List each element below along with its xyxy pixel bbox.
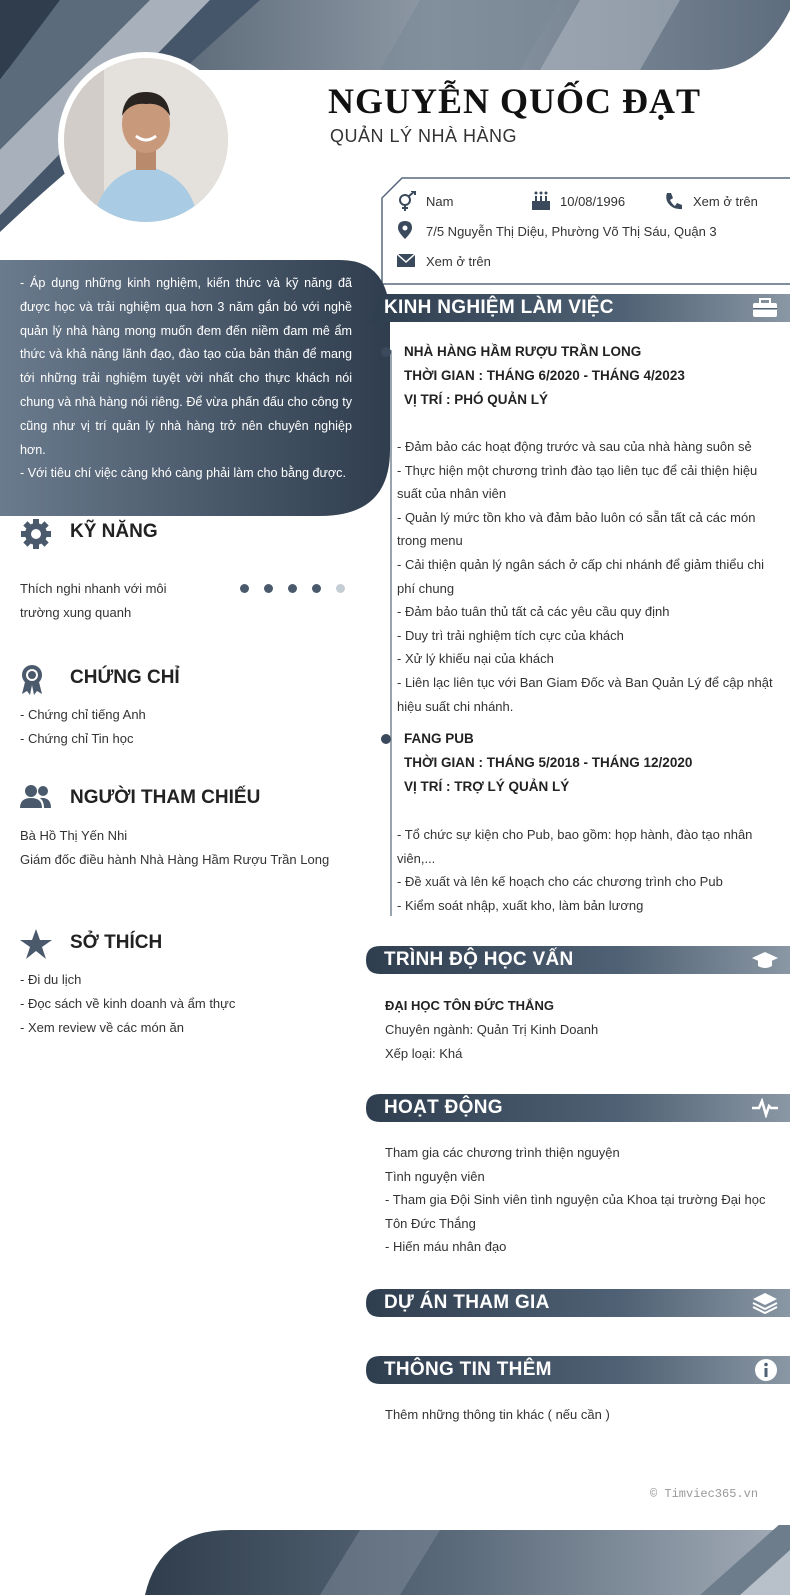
briefcase-icon	[752, 298, 778, 318]
job-duties	[397, 823, 790, 917]
duty-line: - Đảm bảo tuân thủ tất cả các yêu cầu quy định	[397, 604, 670, 620]
job-time: THỜI GIAN : THÁNG 5/2018 - THÁNG 12/2020	[404, 755, 693, 770]
education-entry	[385, 994, 598, 1065]
hobbies-title: SỞ THÍCH	[70, 932, 163, 953]
experience-title: KINH NGHIỆM LÀM VIỆC	[384, 297, 614, 318]
skill-name: Thích nghi nhanh với môi trường xung quanh	[20, 581, 167, 620]
duty-line: - Kiểm soát nhập, xuất kho, làm bản lương	[397, 897, 644, 913]
reference-position: Giám đốc điều hành Nhà Hàng Hầm Rượu Trần Long	[20, 852, 330, 867]
list-item: - Chứng chỉ tiếng Anh	[20, 707, 146, 722]
extra-info-title: THÔNG TIN THÊM	[384, 1359, 552, 1380]
duty-line: trong menu	[397, 533, 463, 549]
reference-name: Bà Hồ Thị Yến Nhi	[20, 828, 128, 843]
birthday-value: 10/08/1996	[560, 193, 626, 209]
rank: Xếp loại: Khá	[385, 1045, 463, 1061]
duty-line: - Quản lý mức tồn kho và đảm bảo luôn có sẵn tất cả các món	[397, 509, 756, 525]
layers-icon	[752, 1292, 778, 1314]
duty-line: - Thực hiện một chương trình đào tạo liên tục để cải thiện hiệu	[397, 462, 758, 478]
job-entry	[404, 340, 685, 412]
location-pin-icon	[396, 221, 418, 241]
envelope-icon	[396, 251, 418, 271]
rating-dot-filled	[288, 584, 297, 593]
rating-dot-filled	[240, 584, 249, 593]
award-ribbon-icon	[20, 664, 44, 696]
summary-paragraph: - Áp dụng những kinh nghiệm, kiến thức và kỹ năng đã được học và trải nghiệm qua hơn 3 năm gắn bó với nghề quản lý nhà hàng mong muốn đem đến niềm đam mê ẩm thức và khả năng lãnh đạo, đào tạo của bản thân để mang tới những trải nghiệm tuyệt vời nhất cho thực khách nói chung và nhà hàng nói riêng. Để vừa phấn đấu cho công ty cũng như vị trí quản lý nhà hàng trở nên chuyên nghiệp hơn.	[20, 276, 352, 457]
timeline-line	[390, 350, 392, 916]
address-value: 7/5 Nguyễn Thị Diệu, Phường Võ Thị Sáu, Quận 3	[426, 223, 717, 239]
duty-line: - Xử lý khiếu nại của khách	[397, 651, 554, 667]
references-title: NGƯỜI THAM CHIẾU	[70, 787, 261, 808]
phone-value: Xem ở trên	[693, 193, 758, 209]
activity-line: Tôn Đức Thắng	[385, 1215, 476, 1231]
job-title: QUẢN LÝ NHÀ HÀNG	[330, 126, 518, 146]
projects-title: DỰ ÁN THAM GIA	[384, 1292, 550, 1313]
major: Chuyên ngành: Quản Trị Kinh Doanh	[385, 1022, 599, 1037]
duty-line: viên,...	[397, 850, 436, 866]
activity-line: - Hiến máu nhân đạo	[385, 1239, 507, 1255]
list-item: - Xem review về các món ăn	[20, 1020, 185, 1035]
duty-line: hiệu suất chi nhánh.	[397, 698, 514, 714]
people-icon	[20, 784, 52, 810]
education-header	[366, 946, 790, 974]
rating-dot-empty	[336, 584, 345, 593]
job-position: VỊ TRÍ : TRỢ LÝ QUẢN LÝ	[404, 779, 570, 794]
references-list	[20, 824, 329, 872]
job-position: VỊ TRÍ : PHÓ QUẢN LÝ	[404, 392, 549, 407]
activities-list	[385, 1141, 790, 1259]
summary-paragraph: - Với tiêu chí việc càng khó càng phải làm cho bằng được.	[20, 466, 346, 481]
birthday-row	[530, 191, 625, 211]
hobbies-list	[20, 968, 235, 1040]
rating-dot-filled	[312, 584, 321, 593]
graduation-cap-icon	[752, 950, 778, 970]
experience-header	[370, 294, 790, 322]
duty-line: - Đề xuất và lên kế hoạch cho các chương trình cho Pub	[397, 874, 723, 890]
footer-background	[0, 1525, 790, 1595]
duty-line: - Liên lạc liên tục với Ban Giam Đốc và Ban Quản Lý để cập nhật	[397, 674, 773, 690]
job-entry	[404, 727, 692, 799]
rating-dot-filled	[264, 584, 273, 593]
duty-line: suất của nhân viên	[397, 486, 507, 502]
list-item: - Chứng chỉ Tin học	[20, 731, 134, 746]
duty-line: - Cải thiện quản lý ngân sách ở cấp chi nhánh để giảm thiểu chi	[397, 556, 764, 572]
duty-line: - Duy trì trải nghiệm tích cực của khách	[397, 627, 624, 643]
avatar	[58, 52, 234, 228]
duty-line: - Tổ chức sự kiện cho Pub, bao gồm: họp hành, đào tạo nhân	[397, 827, 753, 842]
timeline-dot	[381, 734, 391, 744]
candidate-name: NGUYỄN QUỐC ĐẠT	[328, 81, 702, 121]
gender-icon	[396, 191, 418, 211]
star-icon	[20, 929, 52, 959]
gender-value: Nam	[426, 193, 454, 209]
projects-header	[366, 1289, 790, 1317]
address-row	[396, 221, 717, 241]
person-photo-icon	[64, 58, 228, 222]
info-icon	[754, 1358, 778, 1382]
activities-header	[366, 1094, 790, 1122]
job-duties	[397, 435, 790, 718]
birthday-cake-icon	[530, 191, 552, 211]
heartbeat-icon	[752, 1098, 778, 1118]
school-name: ĐẠI HỌC TÔN ĐỨC THẮNG	[385, 998, 554, 1013]
skill-rating	[225, 580, 345, 598]
activities-title: HOẠT ĐỘNG	[384, 1097, 503, 1118]
gear-icon	[20, 518, 52, 550]
email-row	[396, 251, 491, 271]
skills-title: KỸ NĂNG	[70, 521, 158, 542]
job-time: THỜI GIAN : THÁNG 6/2020 - THÁNG 4/2023	[404, 368, 685, 383]
education-title: TRÌNH ĐỘ HỌC VẤN	[384, 949, 574, 970]
company-name: FANG PUB	[404, 731, 474, 746]
activity-line: Tham gia các chương trình thiện nguyện	[385, 1145, 620, 1160]
career-objective	[20, 272, 352, 486]
email-value: Xem ở trên	[426, 253, 491, 269]
duty-line: phí chung	[397, 580, 455, 596]
list-item: - Đọc sách về kinh doanh và ẩm thực	[20, 996, 236, 1011]
extra-info-text: Thêm những thông tin khác ( nếu cần )	[385, 1407, 610, 1422]
activity-line: Tình nguyện viên	[385, 1168, 485, 1184]
timeline-dot	[381, 347, 391, 357]
watermark: © Timviec365.vn	[650, 1487, 759, 1501]
phone-row	[663, 191, 758, 211]
extra-info-header	[366, 1356, 790, 1384]
phone-icon	[663, 191, 685, 211]
certificates-title: CHỨNG CHỈ	[70, 667, 180, 688]
activity-line: - Tham gia Đội Sinh viên tình nguyện của Khoa tại trường Đại học	[385, 1192, 766, 1208]
list-item: - Đi du lịch	[20, 972, 82, 987]
gender-row	[396, 191, 453, 211]
duty-line: - Đảm bảo các hoạt động trước và sau của nhà hàng suôn sẻ	[397, 439, 752, 454]
certificates-list	[20, 703, 146, 751]
company-name: NHÀ HÀNG HẦM RƯỢU TRẦN LONG	[404, 344, 642, 359]
